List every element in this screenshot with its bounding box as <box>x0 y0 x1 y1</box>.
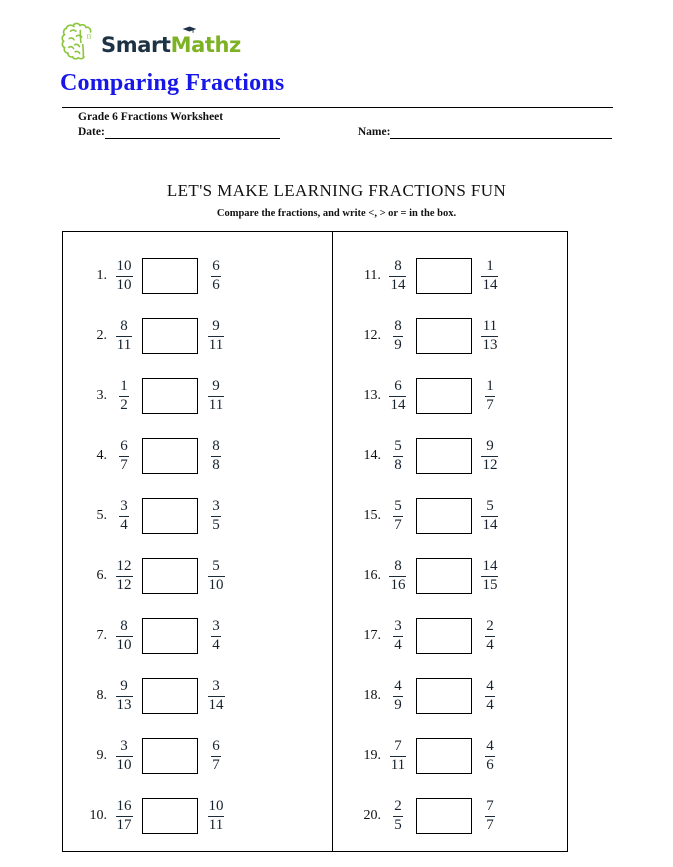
left-numerator: 3 <box>394 618 402 635</box>
left-fraction <box>388 739 408 773</box>
problem-number: 20. <box>363 808 381 823</box>
right-denominator: 14 <box>208 696 224 713</box>
brain-icon <box>60 20 100 62</box>
right-denominator: 5 <box>212 516 220 533</box>
name-label: Name: <box>357 126 391 138</box>
left-denominator: 13 <box>116 696 132 713</box>
left-denominator: 11 <box>116 336 132 353</box>
problem-row <box>63 726 331 786</box>
worksheet-subtitle: Grade 6 Fractions Worksheet <box>78 111 224 123</box>
comparison-answer-box[interactable] <box>416 438 472 474</box>
left-numerator: 7 <box>394 738 402 755</box>
problem-row <box>63 486 331 546</box>
right-numerator: 11 <box>482 318 498 335</box>
right-fraction <box>480 439 500 473</box>
problem-row <box>331 306 567 366</box>
problem-row <box>331 786 567 846</box>
instruction-subtext: Compare the fractions, and write <, > or = in the box. <box>216 208 457 219</box>
right-numerator: 7 <box>486 798 494 815</box>
left-denominator: 5 <box>394 816 402 833</box>
problems-column-right <box>331 232 567 851</box>
problem-row <box>63 666 331 726</box>
comparison-answer-box[interactable] <box>416 618 472 654</box>
left-numerator: 6 <box>394 378 402 395</box>
right-fraction <box>206 259 226 293</box>
right-fraction <box>206 379 226 413</box>
right-denominator: 11 <box>208 396 224 413</box>
left-denominator: 14 <box>390 396 406 413</box>
right-fraction <box>206 499 226 533</box>
problem-row <box>331 366 567 426</box>
problem-number: 19. <box>363 748 381 763</box>
left-denominator: 10 <box>116 276 132 293</box>
left-denominator: 4 <box>394 636 402 653</box>
right-denominator: 13 <box>482 336 498 353</box>
problem-row <box>331 426 567 486</box>
right-numerator: 3 <box>212 498 220 515</box>
left-numerator: 5 <box>394 498 402 515</box>
left-numerator: 10 <box>116 258 132 275</box>
comparison-answer-box[interactable] <box>142 678 198 714</box>
comparison-answer-box[interactable] <box>142 618 198 654</box>
problem-number: 2. <box>96 328 107 343</box>
problem-number: 18. <box>363 688 381 703</box>
right-numerator: 4 <box>486 678 494 695</box>
right-numerator: 10 <box>208 798 224 815</box>
left-denominator: 14 <box>390 276 406 293</box>
problem-row <box>331 546 567 606</box>
right-numerator: 9 <box>212 318 220 335</box>
right-denominator: 6 <box>486 756 494 773</box>
right-denominator: 12 <box>482 456 498 473</box>
left-fraction <box>114 379 134 413</box>
problem-number: 6. <box>96 568 107 583</box>
problem-number: 4. <box>96 448 107 463</box>
right-numerator: 6 <box>212 738 220 755</box>
problem-row <box>63 786 331 846</box>
left-fraction <box>114 499 134 533</box>
problem-number: 13. <box>363 388 381 403</box>
right-numerator: 3 <box>212 678 220 695</box>
instruction-heading: LET'S MAKE LEARNING FRACTIONS FUN <box>166 181 507 200</box>
problem-number: 7. <box>96 628 107 643</box>
left-denominator: 9 <box>394 336 402 353</box>
problem-row <box>331 246 567 306</box>
left-fraction <box>114 559 134 593</box>
left-fraction <box>114 259 134 293</box>
graduation-cap-icon <box>182 26 197 34</box>
brand-wordmark <box>101 33 241 57</box>
left-numerator: 8 <box>120 318 128 335</box>
problem-number: 14. <box>363 448 381 463</box>
problem-number: 17. <box>363 628 381 643</box>
right-denominator: 14 <box>482 516 498 533</box>
comparison-answer-box[interactable] <box>416 258 472 294</box>
comparison-answer-box[interactable] <box>142 258 198 294</box>
right-denominator: 11 <box>208 336 224 353</box>
right-denominator: 15 <box>482 576 498 593</box>
left-fraction <box>114 619 134 653</box>
left-fraction <box>388 799 408 833</box>
right-numerator: 5 <box>212 558 220 575</box>
comparison-answer-box[interactable] <box>416 738 472 774</box>
right-denominator: 4 <box>212 636 220 653</box>
right-fraction <box>480 379 500 413</box>
left-numerator: 2 <box>394 798 402 815</box>
left-denominator: 11 <box>390 756 406 773</box>
comparison-answer-box[interactable] <box>142 378 198 414</box>
brand-logo <box>60 18 241 64</box>
left-numerator: 1 <box>120 378 128 395</box>
right-fraction <box>206 319 226 353</box>
brand-mathz-text: Mathz <box>171 33 241 57</box>
left-fraction <box>114 799 134 833</box>
header-divider <box>62 107 613 108</box>
right-numerator: 1 <box>486 258 494 275</box>
left-numerator: 8 <box>394 258 402 275</box>
left-fraction <box>114 739 134 773</box>
comparison-answer-box[interactable] <box>142 318 198 354</box>
left-numerator: 8 <box>394 558 402 575</box>
pi-symbol: π <box>86 31 92 41</box>
left-fraction <box>388 319 408 353</box>
left-numerator: 12 <box>116 558 132 575</box>
problem-row <box>331 606 567 666</box>
right-denominator: 7 <box>212 756 220 773</box>
left-fraction <box>388 259 408 293</box>
left-denominator: 10 <box>116 636 132 653</box>
problem-row <box>331 666 567 726</box>
right-numerator: 1 <box>486 378 494 395</box>
problem-number: 9. <box>96 748 107 763</box>
right-denominator: 11 <box>208 816 224 833</box>
left-numerator: 5 <box>394 438 402 455</box>
left-numerator: 8 <box>394 318 402 335</box>
left-fraction <box>388 439 408 473</box>
right-denominator: 4 <box>486 636 494 653</box>
left-numerator: 16 <box>116 798 132 815</box>
left-numerator: 3 <box>120 738 128 755</box>
comparison-answer-box[interactable] <box>416 678 472 714</box>
right-fraction <box>480 259 500 293</box>
problem-row <box>63 426 331 486</box>
problems-column-left <box>63 232 331 851</box>
right-fraction <box>206 739 226 773</box>
left-denominator: 9 <box>394 696 402 713</box>
left-fraction <box>114 439 134 473</box>
left-denominator: 7 <box>120 456 128 473</box>
problem-row <box>331 486 567 546</box>
left-numerator: 3 <box>120 498 128 515</box>
right-fraction <box>480 799 500 833</box>
meta-fields-row <box>78 125 613 139</box>
left-fraction <box>388 679 408 713</box>
comparison-answer-box[interactable] <box>142 498 198 534</box>
left-numerator: 6 <box>120 438 128 455</box>
problem-row <box>63 246 331 306</box>
brand-smart-text: Smart <box>101 33 171 57</box>
comparison-answer-box[interactable] <box>416 498 472 534</box>
problem-number: 12. <box>363 328 381 343</box>
problem-row <box>63 546 331 606</box>
comparison-answer-box[interactable] <box>416 558 472 594</box>
right-fraction <box>480 559 500 593</box>
right-fraction <box>206 439 226 473</box>
right-denominator: 6 <box>212 276 220 293</box>
comparison-answer-box[interactable] <box>416 378 472 414</box>
right-fraction <box>480 739 500 773</box>
left-denominator: 10 <box>116 756 132 773</box>
comparison-answer-box[interactable] <box>142 438 198 474</box>
right-fraction <box>480 499 500 533</box>
right-denominator: 4 <box>486 696 494 713</box>
right-fraction <box>480 319 500 353</box>
left-numerator: 8 <box>120 618 128 635</box>
left-denominator: 17 <box>116 816 132 833</box>
problem-number: 16. <box>363 568 381 583</box>
problem-row <box>63 366 331 426</box>
left-fraction <box>388 559 408 593</box>
problem-number: 15. <box>363 508 381 523</box>
right-denominator: 8 <box>212 456 220 473</box>
right-fraction <box>206 619 226 653</box>
left-denominator: 8 <box>394 456 402 473</box>
right-numerator: 4 <box>486 738 494 755</box>
worksheet-meta <box>78 110 613 139</box>
comparison-answer-box[interactable] <box>142 798 198 834</box>
problem-row <box>63 606 331 666</box>
left-denominator: 4 <box>120 516 128 533</box>
right-fraction <box>480 619 500 653</box>
right-numerator: 9 <box>212 378 220 395</box>
comparison-answer-box[interactable] <box>142 558 198 594</box>
left-denominator: 2 <box>120 396 128 413</box>
right-numerator: 14 <box>482 558 498 575</box>
right-numerator: 5 <box>486 498 494 515</box>
left-fraction <box>114 319 134 353</box>
left-fraction <box>388 619 408 653</box>
comparison-answer-box[interactable] <box>142 738 198 774</box>
problem-number: 10. <box>89 808 107 823</box>
problem-number: 5. <box>96 508 107 523</box>
comparison-answer-box[interactable] <box>416 798 472 834</box>
date-label: Date: <box>78 126 105 138</box>
left-fraction <box>388 499 408 533</box>
left-denominator: 7 <box>394 516 402 533</box>
problem-number: 8. <box>96 688 107 703</box>
right-fraction <box>206 559 226 593</box>
page-title: Comparing Fractions <box>60 70 285 96</box>
right-numerator: 8 <box>212 438 220 455</box>
date-input-line[interactable] <box>105 127 280 139</box>
left-fraction <box>114 679 134 713</box>
problem-number: 1. <box>96 268 107 283</box>
right-numerator: 3 <box>212 618 220 635</box>
right-numerator: 6 <box>212 258 220 275</box>
right-fraction <box>480 679 500 713</box>
right-numerator: 2 <box>486 618 494 635</box>
name-input-line[interactable] <box>390 127 612 139</box>
left-denominator: 16 <box>390 576 406 593</box>
right-denominator: 10 <box>208 576 224 593</box>
right-denominator: 14 <box>482 276 498 293</box>
left-fraction <box>388 379 408 413</box>
right-fraction <box>206 799 226 833</box>
left-numerator: 4 <box>394 678 402 695</box>
problem-row <box>331 726 567 786</box>
problem-number: 11. <box>363 268 381 283</box>
right-denominator: 7 <box>486 816 494 833</box>
problem-number: 3. <box>96 388 107 403</box>
problem-row <box>63 306 331 366</box>
right-denominator: 7 <box>486 396 494 413</box>
right-numerator: 9 <box>486 438 494 455</box>
left-denominator: 12 <box>116 576 132 593</box>
left-numerator: 9 <box>120 678 128 695</box>
right-fraction <box>206 679 226 713</box>
comparison-answer-box[interactable] <box>416 318 472 354</box>
problems-panel <box>62 231 568 852</box>
